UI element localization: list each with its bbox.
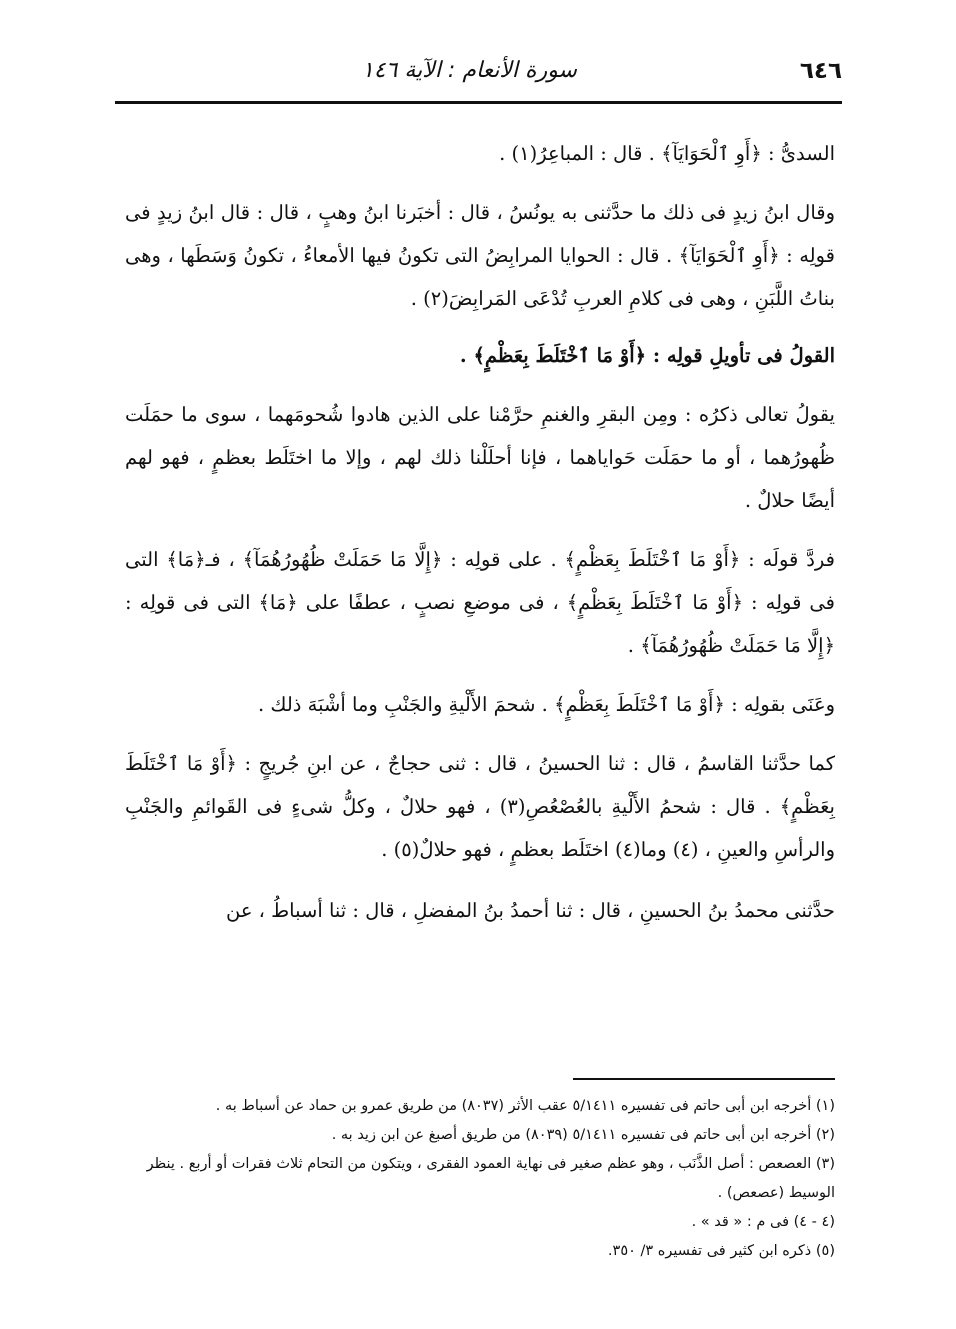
paragraph: وقال ابنُ زيدٍ فى ذلك ما حدَّثنى به يونُسُ ، قال : أخبَرنا ابنُ وهبٍ ، قال : قال ابنُ زيدٍ فى قولِه : ﴿أَوِ ٱلْحَوَايَآ﴾ . قال : الحوايا المرابِضُ التى تكونُ فيها الأمعاءُ ، تكونُ وَسَطَها ، وهى بناتُ اللَّبَنِ ، وهى فى كلامِ العربِ تُدْعَى المَرابِضَ(٢) .: [125, 201, 835, 310]
paragraph: كما حدَّثنا القاسمُ ، قال : ثنا الحسينُ ، قال : ثنى حجاجٌ ، عن ابنِ جُريجٍ : ﴿أَوْ مَا ٱخْتَلَطَ بِعَظْمٍ﴾ . قال : شحمُ الأَلْيةِ بالعُصْعُصِ(٣) ، فهو حلالٌ ، وكلُّ شىءٍ فى القَوائمِ والجَنْبِ والرأسِ والعينِ ، (٤) وما(٤) اختَلَط بعظمٍ ، فهو حلالٌ(٥) .: [125, 752, 835, 861]
footnote-rule: [573, 1078, 835, 1080]
footnote: (١) أخرجه ابن أبى حاتم فى تفسيره ٥/١٤١١ عقب الأثر (٨٠٣٧) من طريق عمرو بن حماد عن أسباط به .: [215, 1098, 835, 1114]
section-heading: القولُ فى تأويلِ قولِه : ﴿أَوْ مَا ٱخْتَلَطَ بِعَظْمٍ﴾ .: [459, 344, 835, 367]
paragraph: وعَنَى بقولِه : ﴿أَوْ مَا ٱخْتَلَطَ بِعَظْمٍ﴾ . شحمَ الأَلْيةِ والجَنْبِ وما أشْبَهَ ذلك .: [258, 693, 835, 716]
footnote: (٥) ذكره ابن كثير فى تفسيره ٣/ ٣٥٠.: [607, 1243, 835, 1259]
page-number: ٦٤٦: [799, 58, 842, 84]
paragraph: فردَّ قولَه : ﴿أَوْ مَا ٱخْتَلَطَ بِعَظْمٍ﴾ . على قولِه : ﴿إِلَّا مَا حَمَلَتْ ظُهُورُهُمَآ﴾ ، فـ﴿مَا﴾ التى فى قولِه : ﴿أَوْ مَا ٱخْتَلَطَ بِعَظْمٍ﴾ ، فى موضعِ نصبٍ ، عطفًا على ﴿مَا﴾ التى فى قولِه : ﴿إِلَّا مَا حَمَلَتْ ظُهُورُهُمَآ﴾ .: [125, 548, 835, 657]
header-title: سورة الأنعام : الآية ١٤٦: [361, 58, 577, 83]
paragraph: السدىُّ : ﴿أَوِ ٱلْحَوَايَآ﴾ . قال : المباعِرُ(١) .: [499, 142, 835, 165]
footnote: (٣) العصعص : أصل الذَّنَب ، وهو عظم صغير فى نهاية العمود الفقرى ، ويتكون من التحام ثلاث فقرات أو أربع . ينظر الوسيط (عصعص) .: [146, 1156, 835, 1201]
running-header: [115, 52, 842, 96]
main-text: [125, 132, 835, 932]
paragraph: حدَّثنى محمدُ بنُ الحسينِ ، قال : ثنا أحمدُ بنُ المفضلِ ، قال : ثنا أسباطُ ، عن: [225, 899, 835, 922]
footnotes: [125, 1092, 835, 1266]
header-rule: [115, 101, 842, 104]
footnote: (٢) أخرجه ابن أبى حاتم فى تفسيره ٥/١٤١١ (٨٠٣٩) من طريق أصبغ عن ابن زيد به .: [331, 1127, 835, 1143]
footnote: (٤ - ٤) فى م : « قد » .: [691, 1214, 835, 1230]
paragraph: يقولُ تعالى ذكرُه : ومِن البقرِ والغنمِ حرَّمْنا على الذين هادوا شُحومَهما ، سوى ما حمَلَت ظُهورُهما ، أو ما حمَلَت حَواياهما ، فإنا أحلَلْنا ذلك لهم ، وإلا ما اختَلَط بعظمٍ ، فهو لهم أيضًا حلالٌ .: [125, 403, 835, 512]
